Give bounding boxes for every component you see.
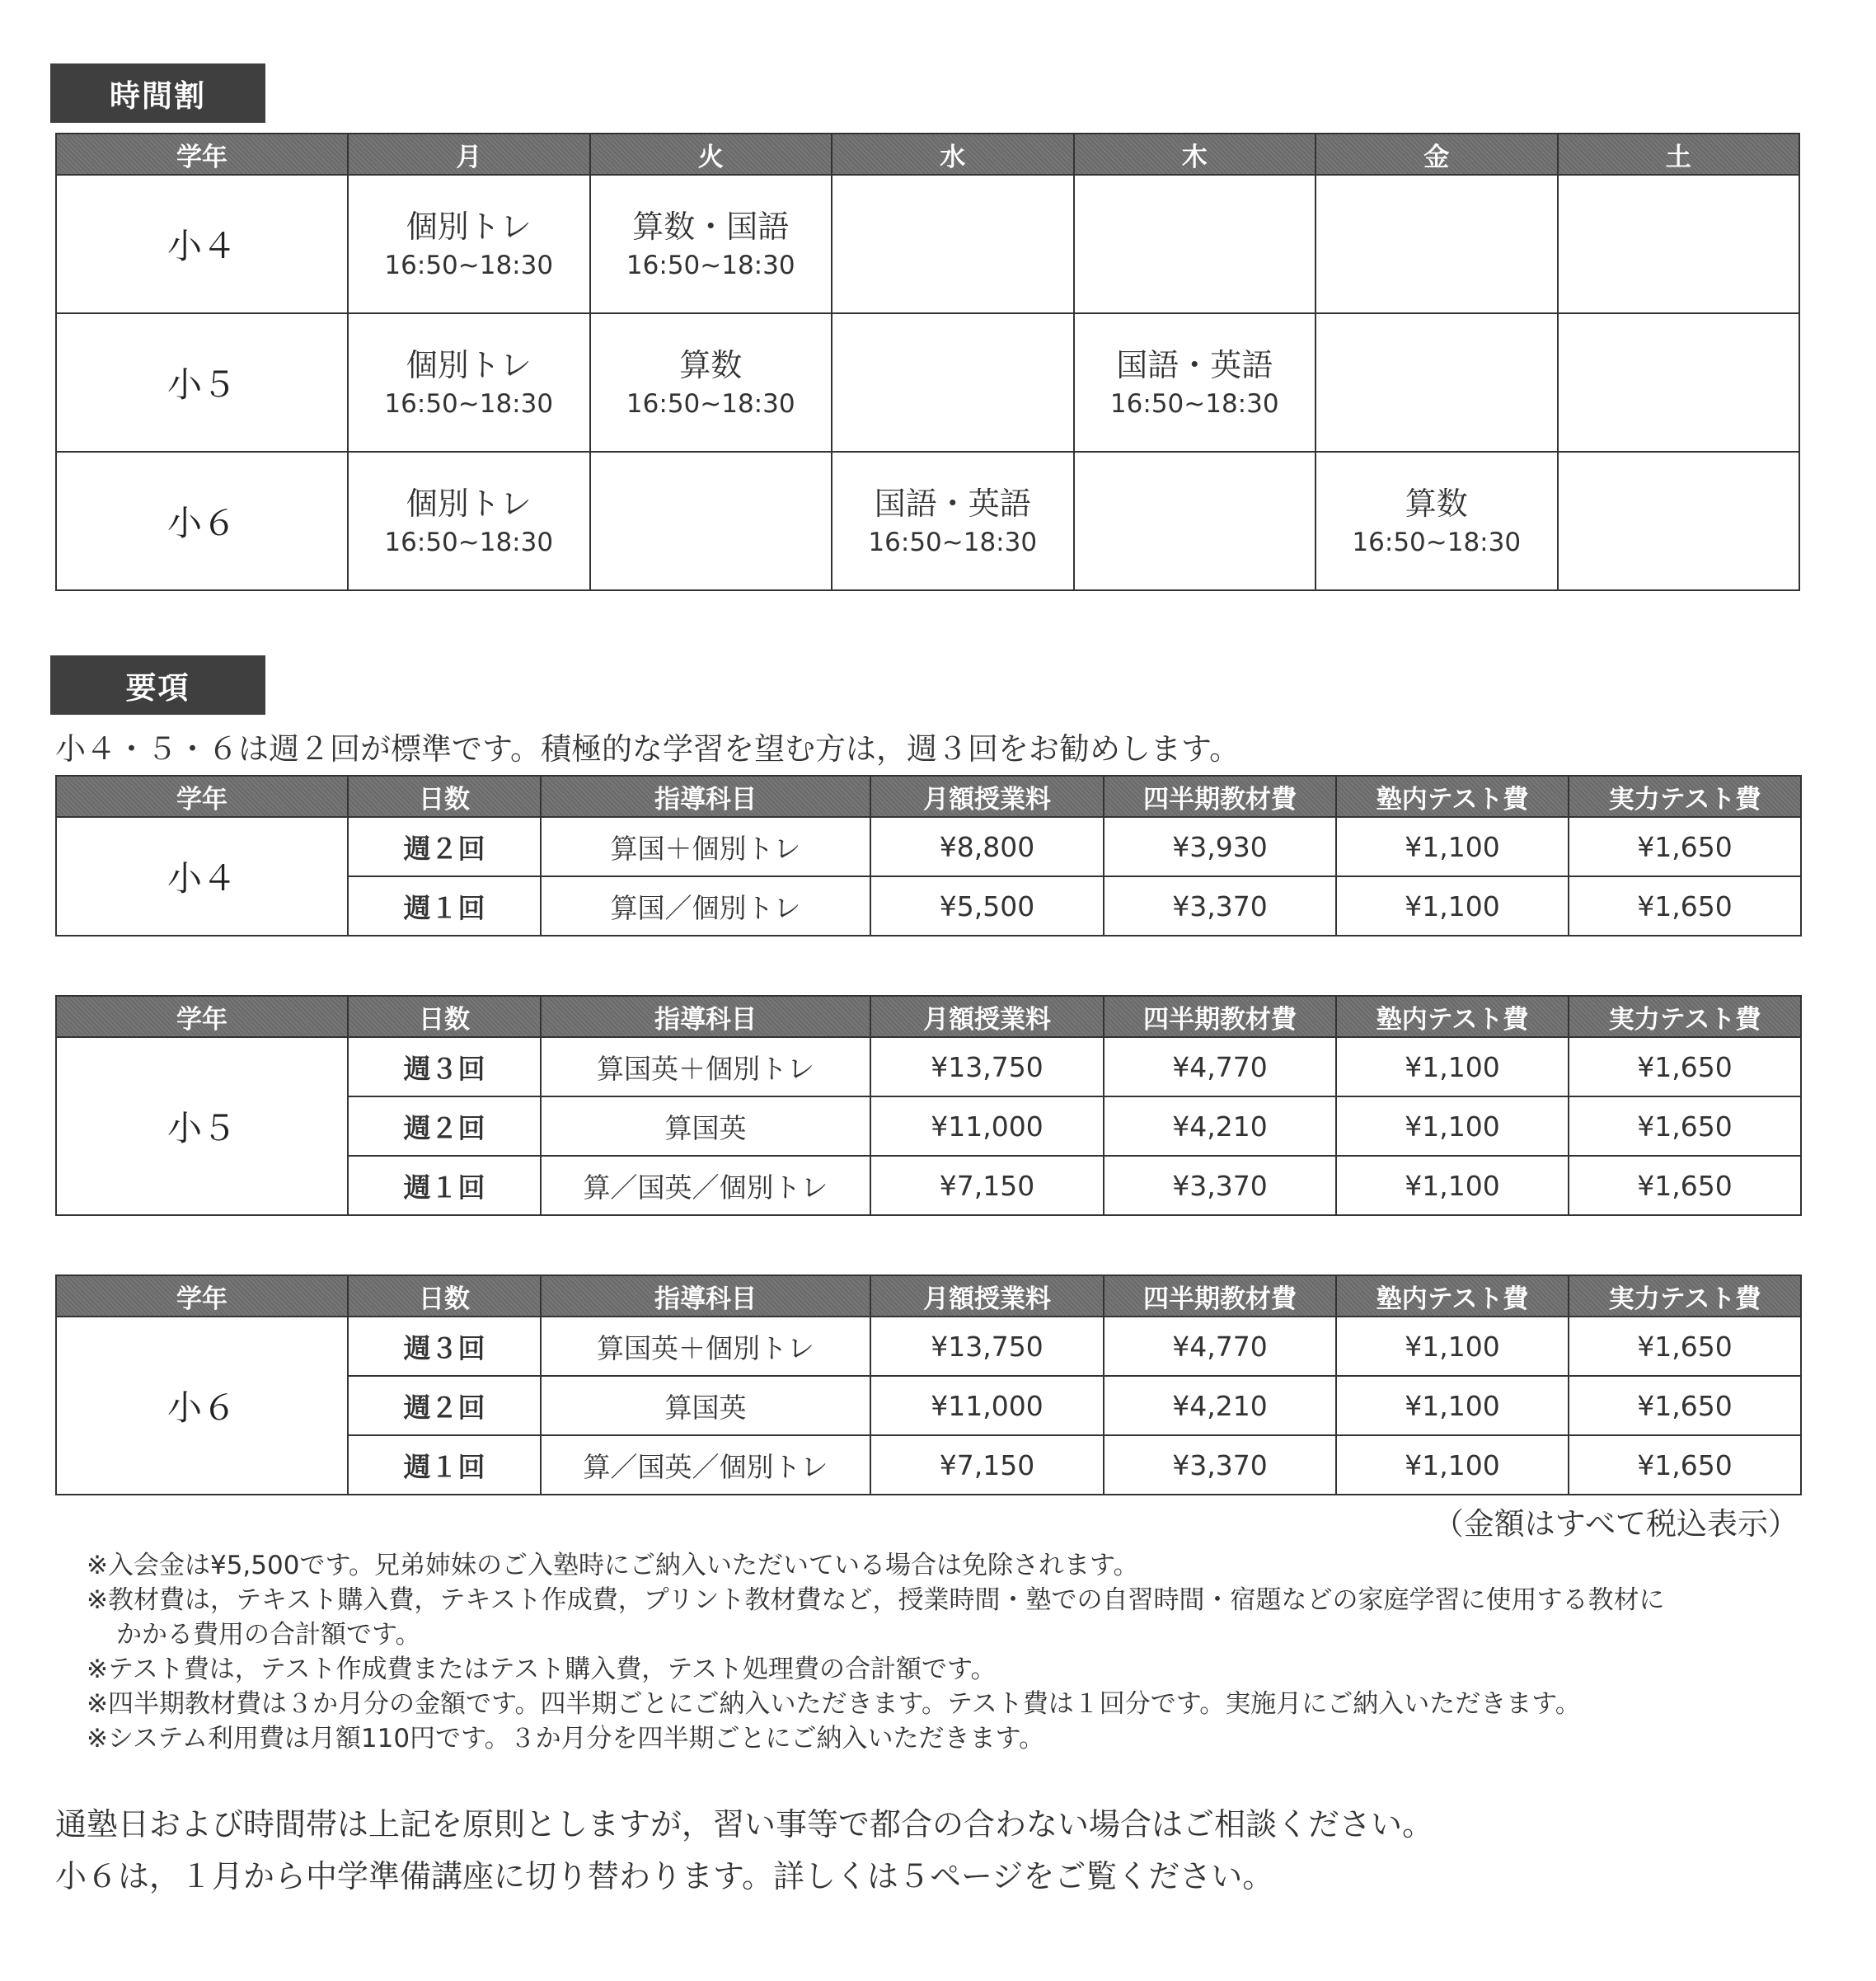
fee-row	[56, 817, 1801, 876]
fee-header: 月額授業料	[870, 996, 1104, 1037]
materials-cell: ¥3,370	[1104, 1156, 1336, 1215]
grade-cell: 小５	[56, 313, 348, 452]
internal-test-cell: ¥1,100	[1336, 1376, 1569, 1435]
days-cell: 週３回	[348, 1037, 541, 1096]
fee-header: 四半期教材費	[1104, 1275, 1336, 1317]
fee-header: 実力テスト費	[1569, 1275, 1801, 1317]
fee-header: 実力テスト費	[1569, 776, 1801, 817]
subjects-cell: 算／国英／個別トレ	[541, 1156, 870, 1215]
timetable-header-row	[56, 134, 1799, 175]
timetable-cell	[590, 313, 832, 452]
materials-cell: ¥3,370	[1104, 1435, 1336, 1495]
note-item: ※テスト費は，テスト作成費またはテスト購入費，テスト処理費の合計額です。	[87, 1655, 997, 1684]
subject: 個別トレ	[406, 347, 532, 383]
time: 16:50~18:30	[868, 528, 1038, 557]
timetable-header: 月	[348, 134, 590, 175]
time: 16:50~18:30	[384, 528, 554, 557]
materials-cell: ¥4,210	[1104, 1096, 1336, 1156]
timetable-header: 水	[832, 134, 1074, 175]
fee-header: 学年	[56, 996, 348, 1037]
materials-cell: ¥3,370	[1104, 876, 1336, 936]
tuition-cell: ¥8,800	[870, 817, 1104, 876]
timetable-row	[56, 175, 1799, 313]
internal-test-cell: ¥1,100	[1336, 1156, 1569, 1215]
tuition-cell: ¥7,150	[870, 1435, 1104, 1495]
timetable-cell	[348, 175, 590, 313]
note-item: ※教材費は，テキスト購入費，テキスト作成費，プリント教材費など，授業時間・塾での自習時間・宿題などの家庭学習に使用する教材に	[87, 1585, 1665, 1615]
fee-header-row	[56, 996, 1801, 1037]
days-cell: 週１回	[348, 876, 541, 936]
notes-list	[87, 1548, 1665, 1756]
timetable-cell	[1074, 452, 1316, 590]
internal-test-cell: ¥1,100	[1336, 1096, 1569, 1156]
grade-cell: 小６	[56, 452, 348, 590]
timetable-row	[56, 313, 1799, 452]
fee-header: 日数	[348, 996, 541, 1037]
subjects-cell: 算国英	[541, 1376, 870, 1435]
fee-table-grade4	[55, 775, 1802, 937]
subject: 個別トレ	[406, 486, 532, 522]
internal-test-cell: ¥1,100	[1336, 876, 1569, 936]
ability-test-cell: ¥1,650	[1569, 1096, 1801, 1156]
materials-cell: ¥4,770	[1104, 1037, 1336, 1096]
days-cell: 週１回	[348, 1435, 541, 1495]
internal-test-cell: ¥1,100	[1336, 1435, 1569, 1495]
days-cell: 週２回	[348, 817, 541, 876]
subject: 算数	[1405, 486, 1468, 522]
timetable-cell	[832, 175, 1074, 313]
grade-cell: 小４	[56, 817, 348, 936]
fee-header: 塾内テスト費	[1336, 776, 1569, 817]
fee-header: 指導科目	[541, 1275, 870, 1317]
days-cell: 週１回	[348, 1156, 541, 1215]
days-cell: 週２回	[348, 1376, 541, 1435]
fee-header: 日数	[348, 1275, 541, 1317]
fee-row	[56, 1037, 1801, 1096]
internal-test-cell: ¥1,100	[1336, 817, 1569, 876]
fee-header: 学年	[56, 776, 348, 817]
timetable-cell	[1558, 313, 1800, 452]
internal-test-cell: ¥1,100	[1336, 1037, 1569, 1096]
timetable-row	[56, 452, 1799, 590]
subject: 個別トレ	[406, 209, 532, 245]
timetable-cell	[1316, 452, 1558, 590]
note-item: ※四半期教材費は３か月分の金額です。四半期ごとにご納入いただきます。テスト費は１回分です。実施月にご納入いただきます。	[87, 1689, 1581, 1719]
tax-note: （金額はすべて税込表示）	[1433, 1506, 1799, 1542]
footer-line: 小６は，１月から中学準備講座に切り替わります。詳しくは５ページをご覧ください。	[55, 1858, 1274, 1894]
timetable-header: 学年	[56, 134, 348, 175]
timetable-cell	[832, 313, 1074, 452]
fee-header: 四半期教材費	[1104, 776, 1336, 817]
time: 16:50~18:30	[384, 389, 554, 419]
footer-line: 通塾日および時間帯は上記を原則としますが，習い事等で都合の合わない場合はご相談ください。	[55, 1806, 1434, 1843]
timetable-cell	[1558, 452, 1800, 590]
details-intro: 小４・５・６は週２回が標準です。積極的な学習を望む方は，週３回をお勧めします。	[55, 731, 1241, 767]
fee-header-row	[56, 1275, 1801, 1317]
subjects-cell: 算国／個別トレ	[541, 876, 870, 936]
timetable-header: 火	[590, 134, 832, 175]
tuition-cell: ¥7,150	[870, 1156, 1104, 1215]
ability-test-cell: ¥1,650	[1569, 876, 1801, 936]
ability-test-cell: ¥1,650	[1569, 1435, 1801, 1495]
timetable-cell	[1558, 175, 1800, 313]
subject: 算数	[679, 347, 743, 383]
timetable-cell	[1316, 313, 1558, 452]
timetable-header: 金	[1316, 134, 1558, 175]
ability-test-cell: ¥1,650	[1569, 1156, 1801, 1215]
subjects-cell: 算国英	[541, 1096, 870, 1156]
materials-cell: ¥4,210	[1104, 1376, 1336, 1435]
subjects-cell: 算国英＋個別トレ	[541, 1037, 870, 1096]
subject: 国語・英語	[874, 486, 1031, 522]
timetable-cell	[832, 452, 1074, 590]
timetable-cell	[590, 175, 832, 313]
timetable-header: 土	[1558, 134, 1800, 175]
ability-test-cell: ¥1,650	[1569, 817, 1801, 876]
grade-cell: 小５	[56, 1037, 348, 1215]
fee-header-row	[56, 776, 1801, 817]
fee-header: 実力テスト費	[1569, 996, 1801, 1037]
time: 16:50~18:30	[626, 389, 795, 419]
timetable-section-label: 時間割	[50, 63, 265, 123]
fee-header: 日数	[348, 776, 541, 817]
timetable-cell	[348, 452, 590, 590]
subjects-cell: 算国英＋個別トレ	[541, 1317, 870, 1376]
fee-header: 四半期教材費	[1104, 996, 1336, 1037]
tuition-cell: ¥11,000	[870, 1376, 1104, 1435]
fee-header: 指導科目	[541, 776, 870, 817]
time: 16:50~18:30	[1352, 528, 1522, 557]
grade-cell: 小４	[56, 175, 348, 313]
timetable-cell	[1074, 313, 1316, 452]
timetable-cell	[1074, 175, 1316, 313]
fee-header: 塾内テスト費	[1336, 1275, 1569, 1317]
timetable	[55, 133, 1800, 591]
ability-test-cell: ¥1,650	[1569, 1376, 1801, 1435]
timetable-cell	[348, 313, 590, 452]
ability-test-cell: ¥1,650	[1569, 1037, 1801, 1096]
timetable-header: 木	[1074, 134, 1316, 175]
fee-header: 塾内テスト費	[1336, 996, 1569, 1037]
subjects-cell: 算国＋個別トレ	[541, 817, 870, 876]
fee-header: 月額授業料	[870, 776, 1104, 817]
time: 16:50~18:30	[626, 251, 795, 280]
tuition-cell: ¥13,750	[870, 1037, 1104, 1096]
subject: 算数・国語	[632, 209, 790, 245]
fee-header: 学年	[56, 1275, 348, 1317]
days-cell: 週２回	[348, 1096, 541, 1156]
tuition-cell: ¥5,500	[870, 876, 1104, 936]
details-section-label: 要項	[50, 655, 265, 715]
materials-cell: ¥4,770	[1104, 1317, 1336, 1376]
fee-table-grade5	[55, 995, 1802, 1216]
time: 16:50~18:30	[1109, 389, 1279, 419]
fee-table-grade6	[55, 1275, 1802, 1495]
materials-cell: ¥3,930	[1104, 817, 1336, 876]
days-cell: 週３回	[348, 1317, 541, 1376]
fee-row	[56, 1317, 1801, 1376]
fee-header: 月額授業料	[870, 1275, 1104, 1317]
note-item: ※入会金は¥5,500です。兄弟姉妹のご入塾時にご納入いただいている場合は免除されます。	[87, 1551, 1139, 1580]
tuition-cell: ¥11,000	[870, 1096, 1104, 1156]
subject: 国語・英語	[1116, 347, 1273, 383]
internal-test-cell: ¥1,100	[1336, 1317, 1569, 1376]
note-item-continued: かかる費用の合計額です。	[116, 1620, 421, 1650]
tuition-cell: ¥13,750	[870, 1317, 1104, 1376]
ability-test-cell: ¥1,650	[1569, 1317, 1801, 1376]
note-item: ※システム利用費は月額110円です。３か月分を四半期ごとにご納入いただきます。	[87, 1724, 1045, 1753]
subjects-cell: 算／国英／個別トレ	[541, 1435, 870, 1495]
timetable-cell	[1316, 175, 1558, 313]
grade-cell: 小６	[56, 1317, 348, 1495]
timetable-cell	[590, 452, 832, 590]
time: 16:50~18:30	[384, 251, 554, 280]
fee-header: 指導科目	[541, 996, 870, 1037]
